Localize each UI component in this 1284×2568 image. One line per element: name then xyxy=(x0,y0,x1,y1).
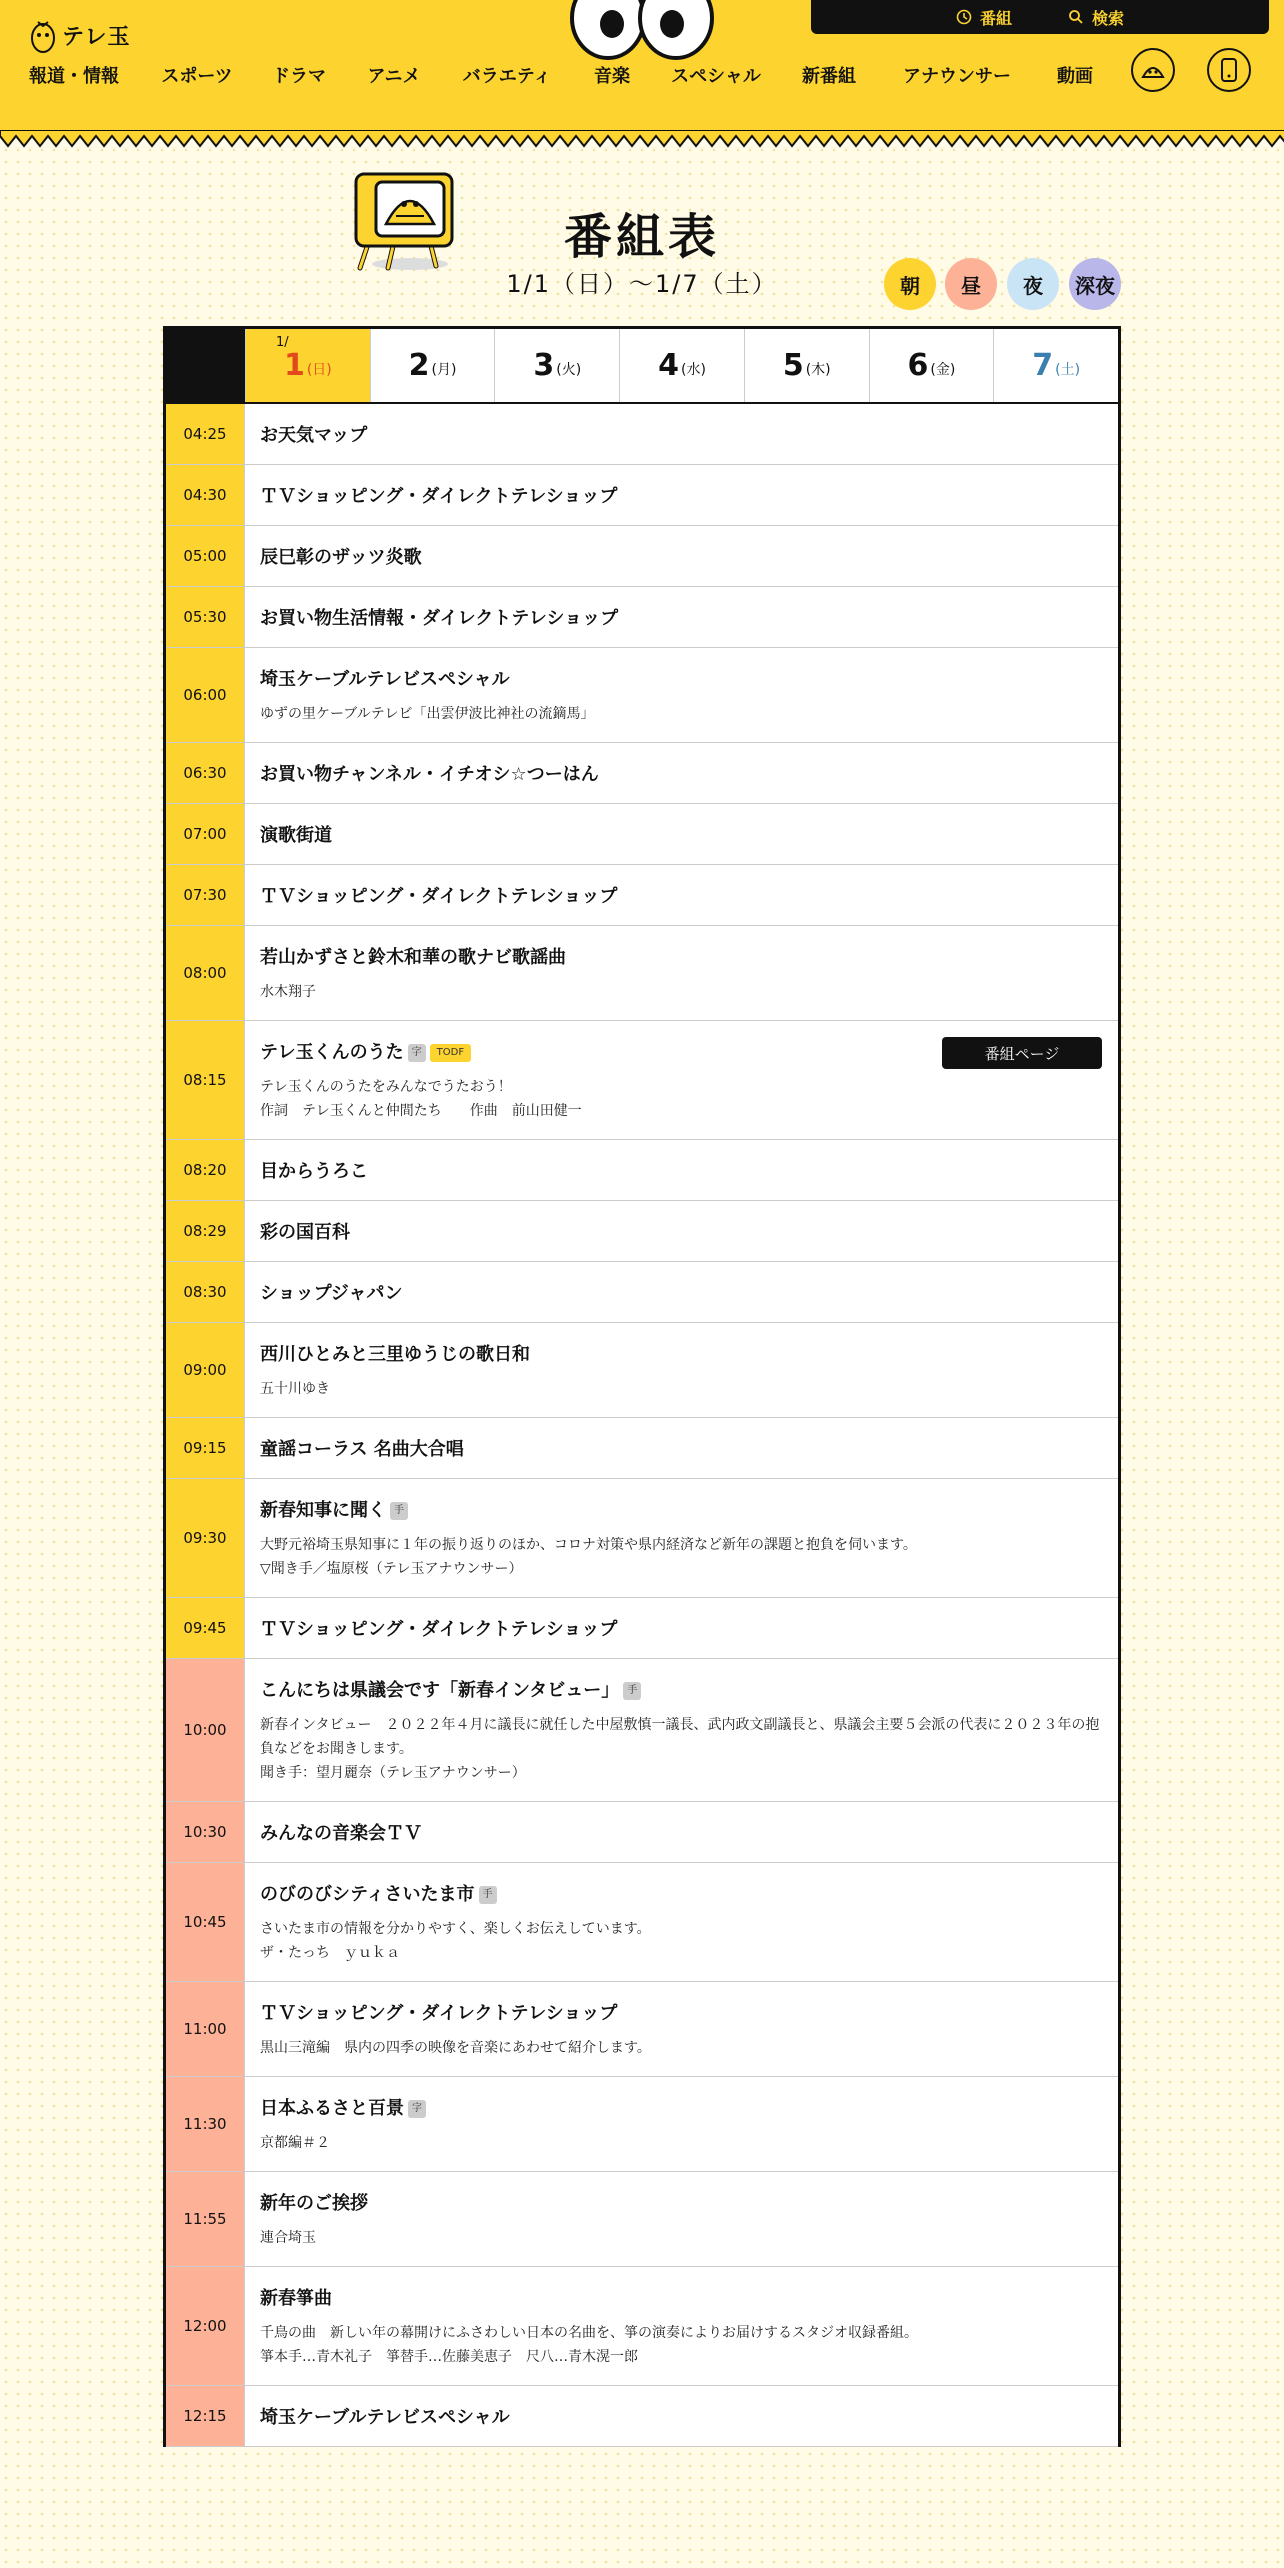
day-weekday: (水) xyxy=(680,361,706,378)
program-title[interactable]: のびのびシティさいたま市 xyxy=(260,1884,475,1905)
nav-variety[interactable]: バラエティ xyxy=(462,66,552,87)
program-row[interactable] xyxy=(166,1140,1118,1201)
program-title[interactable]: 演歌街道 xyxy=(260,825,332,846)
utility-bar xyxy=(811,0,1269,34)
month-label: 1/ xyxy=(276,335,289,350)
program-row[interactable] xyxy=(166,1323,1118,1418)
program-page-button[interactable]: 番組ページ xyxy=(942,1037,1102,1069)
program-time: 08:20 xyxy=(166,1140,245,1200)
program-time: 08:29 xyxy=(166,1201,245,1261)
program-description xyxy=(260,1377,1102,1401)
program-row[interactable] xyxy=(166,465,1118,526)
day-tab-5[interactable] xyxy=(744,329,869,402)
program-title[interactable]: ＴＶショッピング・ダイレクトテレショップ xyxy=(260,1619,618,1640)
program-title-line xyxy=(260,1282,1102,1306)
description-line: ゆずの里ケーブルテレビ「出雲伊波比神社の流鏑馬」 xyxy=(260,706,595,722)
program-title[interactable]: 西川ひとみと三里ゆうじの歌日和 xyxy=(260,1344,530,1365)
program-row[interactable] xyxy=(166,743,1118,804)
program-cell xyxy=(245,1021,1118,1139)
program-description xyxy=(260,2036,1102,2060)
program-title[interactable]: 新年のご挨拶 xyxy=(260,2193,368,2214)
day-number: 1 xyxy=(283,348,305,383)
program-title-line xyxy=(260,485,1102,509)
program-time: 08:15 xyxy=(166,1021,245,1139)
program-cell xyxy=(245,926,1118,1020)
program-title-line xyxy=(260,946,1102,970)
program-title-line xyxy=(260,1343,1102,1367)
day-tab-4[interactable] xyxy=(619,329,744,402)
program-row[interactable] xyxy=(166,804,1118,865)
program-time: 11:55 xyxy=(166,2172,245,2266)
caption-badge: 手 xyxy=(390,1502,408,1520)
program-row[interactable] xyxy=(166,1479,1118,1598)
program-time: 05:00 xyxy=(166,526,245,586)
program-title-line xyxy=(260,2097,1102,2121)
program-title-line xyxy=(260,546,1102,570)
program-title[interactable]: みんなの音楽会ＴＶ xyxy=(260,1823,422,1844)
program-time: 05:30 xyxy=(166,587,245,647)
day-number: 6 xyxy=(907,348,929,383)
program-cell xyxy=(245,1201,1118,1261)
day-number: 5 xyxy=(782,348,804,383)
description-line: ザ・たっち ｙｕｋａ xyxy=(260,1945,400,1961)
program-title[interactable]: お天気マップ xyxy=(260,425,368,446)
description-line: 五十川ゆき xyxy=(260,1381,330,1397)
day-weekday: (火) xyxy=(556,361,582,378)
program-time: 09:15 xyxy=(166,1418,245,1478)
program-row[interactable] xyxy=(166,587,1118,648)
program-title[interactable]: ＴＶショッピング・ダイレクトテレショップ xyxy=(260,486,618,507)
program-description xyxy=(260,1713,1102,1785)
program-description xyxy=(260,2226,1102,2250)
program-cell xyxy=(245,1863,1118,1981)
program-title[interactable]: 新春箏曲 xyxy=(260,2288,332,2309)
day-tab-6[interactable] xyxy=(869,329,994,402)
program-cell xyxy=(245,404,1118,464)
nav-news[interactable]: 報道・情報 xyxy=(29,66,119,87)
program-title[interactable]: 目からうろこ xyxy=(260,1161,368,1182)
program-time: 10:30 xyxy=(166,1802,245,1862)
program-time: 12:00 xyxy=(166,2267,245,2385)
page-title: 番組表 xyxy=(563,209,720,265)
todf-badge: TODF xyxy=(430,1044,471,1062)
program-title[interactable]: 彩の国百科 xyxy=(260,1222,350,1243)
teletama-mascot-icon xyxy=(30,16,56,54)
day-tab-2[interactable] xyxy=(370,329,495,402)
teletama-point-link[interactable] xyxy=(1207,48,1251,92)
program-title-line xyxy=(260,1883,1102,1907)
program-title[interactable]: ショップジャパン xyxy=(260,1283,403,1304)
program-row[interactable] xyxy=(166,1021,1118,1140)
date-range: 1/1（日）〜1/7（土） xyxy=(506,270,778,298)
program-cell xyxy=(245,1479,1118,1597)
day-tabs xyxy=(166,329,1118,404)
program-title[interactable]: ＴＶショッピング・ダイレクトテレショップ xyxy=(260,2003,618,2024)
program-title-line xyxy=(260,607,1102,631)
program-row[interactable] xyxy=(166,926,1118,1021)
description-line: 新春インタビュー ２０２２年４月に議長に就任した中屋敷慎一議長、武内政文副議長と、県議会主要５会派の代表に２０２３年の抱負などをお聞きします。 xyxy=(260,1717,1100,1757)
program-title-line xyxy=(260,1618,1102,1642)
time-late-night-button[interactable]: 深夜 xyxy=(1069,258,1121,310)
program-cell xyxy=(245,1323,1118,1417)
program-title[interactable]: 辰巳彰のザッツ炎歌 xyxy=(260,547,422,568)
program-time: 11:30 xyxy=(166,2077,245,2171)
program-title[interactable]: 童謡コーラス 名曲大合唱 xyxy=(260,1439,464,1460)
program-description xyxy=(260,1533,1102,1581)
day-number: 3 xyxy=(533,348,555,383)
caption-badge: 手 xyxy=(623,1682,641,1700)
search-link[interactable] xyxy=(1068,6,1124,29)
program-title-line xyxy=(260,1438,1102,1462)
description-line: 黒山三滝編 県内の四季の映像を音楽にあわせて紹介します。 xyxy=(260,2040,651,2056)
program-title[interactable]: 新春知事に聞く xyxy=(260,1500,386,1521)
phone-icon xyxy=(1220,57,1238,83)
description-line: 連合埼玉 xyxy=(260,2230,316,2246)
program-time: 04:30 xyxy=(166,465,245,525)
program-cell xyxy=(245,1982,1118,2076)
program-title-line xyxy=(260,2406,1102,2430)
clock-icon xyxy=(956,9,972,25)
day-weekday: (木) xyxy=(805,361,831,378)
program-guide-link[interactable] xyxy=(956,6,1012,29)
program-title-line xyxy=(260,2287,1102,2311)
day-weekday: (月) xyxy=(431,361,457,378)
program-description xyxy=(260,980,1102,1004)
program-row[interactable] xyxy=(166,1659,1118,1802)
program-time: 09:00 xyxy=(166,1323,245,1417)
program-title[interactable]: 若山かずさと鈴木和華の歌ナビ歌謡曲 xyxy=(260,947,566,968)
program-time: 04:25 xyxy=(166,404,245,464)
site-logo[interactable] xyxy=(30,16,131,54)
program-description xyxy=(260,2321,1102,2369)
program-cell xyxy=(245,1262,1118,1322)
day-tab-1[interactable] xyxy=(245,329,370,402)
program-title-line xyxy=(260,885,1102,909)
nav-special[interactable]: スペシャル xyxy=(671,66,761,87)
program-time: 06:30 xyxy=(166,743,245,803)
logo-text: テレ玉 xyxy=(62,24,131,50)
program-title-line xyxy=(260,1160,1102,1184)
nav-sports[interactable]: スポーツ xyxy=(161,66,233,87)
program-title[interactable]: ＴＶショッピング・ダイレクトテレショップ xyxy=(260,886,618,907)
description-line: ▽聞き手／塩原桜（テレ玉アナウンサー） xyxy=(260,1561,523,1577)
program-row[interactable] xyxy=(166,1802,1118,1863)
program-title-line xyxy=(260,1679,1102,1703)
program-row[interactable] xyxy=(166,404,1118,465)
program-title[interactable]: 埼玉ケーブルテレビスペシャル xyxy=(260,669,510,690)
caption-badge: 字 xyxy=(408,1044,426,1062)
program-title[interactable]: テレ玉くんのうた xyxy=(260,1042,404,1063)
program-row[interactable] xyxy=(166,648,1118,743)
program-cell xyxy=(245,804,1118,864)
program-time: 09:30 xyxy=(166,1479,245,1597)
day-weekday: (日) xyxy=(306,361,332,378)
nav-anime[interactable]: アニメ xyxy=(367,66,421,87)
mascot-eyes-icon xyxy=(568,0,716,62)
program-row[interactable] xyxy=(166,2386,1118,2447)
program-guide-label: 番組 xyxy=(979,8,1012,28)
program-description xyxy=(260,1075,1102,1123)
description-line: 水木翔子 xyxy=(260,984,316,1000)
nav-drama[interactable]: ドラマ xyxy=(272,66,326,87)
program-description xyxy=(260,702,1102,726)
description-line: 大野元裕埼玉県知事に１年の振り返りのほか、コロナ対策や県内経済など新年の課題と抱負を伺います。 xyxy=(260,1537,917,1553)
day-tabs-corner xyxy=(166,329,245,402)
program-cell xyxy=(245,1140,1118,1200)
program-description xyxy=(260,1917,1102,1965)
program-title[interactable]: こんにちは県議会です「新春インタビュー」 xyxy=(260,1680,620,1701)
search-label: 検索 xyxy=(1092,8,1125,28)
program-time: 11:00 xyxy=(166,1982,245,2076)
search-icon xyxy=(1068,9,1084,25)
time-morning-button[interactable]: 朝 xyxy=(884,258,936,310)
program-row[interactable] xyxy=(166,526,1118,587)
description-line: 箏本手…青木礼子 箏替手…佐藤美恵子 尺八…青木滉一郎 xyxy=(260,2349,638,2365)
program-title-line xyxy=(260,424,1102,448)
program-row[interactable] xyxy=(166,1598,1118,1659)
description-line: 聞き手：望月麗奈（テレ玉アナウンサー） xyxy=(260,1765,526,1781)
program-title-line xyxy=(260,1822,1102,1846)
nav-videos[interactable]: 動画 xyxy=(1057,66,1093,87)
site-header xyxy=(0,0,1284,132)
program-title-line xyxy=(260,668,1102,692)
program-row[interactable] xyxy=(166,2172,1118,2267)
day-number: 7 xyxy=(1032,348,1054,383)
program-cell xyxy=(245,526,1118,586)
day-weekday: (金) xyxy=(930,361,956,378)
description-line: 千鳥の曲 新しい年の幕開けにふさわしい日本の名曲を、箏の演奏によりお届けするスタジオ収録番組。 xyxy=(260,2325,918,2341)
program-time: 08:30 xyxy=(166,1262,245,1322)
description-line: 京都編＃２ xyxy=(260,2135,330,2151)
program-time: 06:00 xyxy=(166,648,245,742)
program-row[interactable] xyxy=(166,1262,1118,1323)
program-row[interactable] xyxy=(166,1863,1118,1982)
program-row[interactable] xyxy=(166,2267,1118,2386)
program-cell xyxy=(245,648,1118,742)
program-time: 12:15 xyxy=(166,2386,245,2446)
nav-new-programs[interactable]: 新番組 xyxy=(802,66,856,87)
program-title[interactable]: 埼玉ケーブルテレビスペシャル xyxy=(260,2407,510,2428)
schedule-table xyxy=(163,326,1121,2447)
mascot-face-icon xyxy=(1140,59,1166,81)
nav-announcers[interactable]: アナウンサー xyxy=(903,66,1011,87)
header-zigzag-edge xyxy=(0,130,1284,148)
program-title-line xyxy=(260,763,1102,787)
program-row[interactable] xyxy=(166,1982,1118,2077)
program-cell xyxy=(245,2172,1118,2266)
program-cell xyxy=(245,1598,1118,1658)
nav-music[interactable]: 音楽 xyxy=(594,66,630,87)
program-title-line xyxy=(260,2002,1102,2026)
program-time: 09:45 xyxy=(166,1598,245,1658)
program-title-line xyxy=(260,2192,1102,2216)
description-line: さいたま市の情報を分かりやすく、楽しくお伝えしています。 xyxy=(260,1921,651,1937)
program-time: 10:45 xyxy=(166,1863,245,1981)
program-title-line xyxy=(260,1221,1102,1245)
program-description xyxy=(260,2131,1102,2155)
time-night-button[interactable]: 夜 xyxy=(1007,258,1059,310)
day-tab-7[interactable] xyxy=(993,329,1118,402)
main-nav xyxy=(0,62,1284,92)
day-weekday: (土) xyxy=(1055,361,1081,378)
day-tab-3[interactable] xyxy=(494,329,619,402)
program-title[interactable]: お買い物チャンネル・イチオシ☆つーはん xyxy=(260,764,599,785)
program-time: 08:00 xyxy=(166,926,245,1020)
program-cell xyxy=(245,587,1118,647)
program-title[interactable]: 日本ふるさと百景 xyxy=(260,2098,404,2119)
program-row[interactable] xyxy=(166,865,1118,926)
program-row[interactable] xyxy=(166,1418,1118,1479)
program-cell xyxy=(245,465,1118,525)
caption-badge: 手 xyxy=(479,1886,497,1904)
time-noon-button[interactable]: 昼 xyxy=(945,258,997,310)
program-time: 10:00 xyxy=(166,1659,245,1801)
description-line: テレ玉くんのうたをみんなでうたおう！ xyxy=(260,1079,512,1095)
description-line: 作詞 テレ玉くんと仲間たち 作曲 前山田健一 xyxy=(260,1103,582,1119)
program-cell xyxy=(245,2386,1118,2446)
program-title[interactable]: お買い物生活情報・ダイレクトテレショップ xyxy=(260,608,619,629)
program-cell xyxy=(245,2077,1118,2171)
program-cell xyxy=(245,1659,1118,1801)
teletama-kun-link[interactable] xyxy=(1131,48,1175,92)
program-row[interactable] xyxy=(166,2077,1118,2172)
program-title-line xyxy=(260,824,1102,848)
program-list xyxy=(166,404,1118,2447)
program-time: 07:00 xyxy=(166,804,245,864)
program-cell xyxy=(245,1802,1118,1862)
program-cell xyxy=(245,1418,1118,1478)
program-title-line xyxy=(260,1499,1102,1523)
caption-badge: 字 xyxy=(408,2100,426,2118)
day-number: 4 xyxy=(658,348,679,383)
program-cell xyxy=(245,865,1118,925)
day-number: 2 xyxy=(408,348,430,383)
program-cell xyxy=(245,2267,1118,2385)
program-time: 07:30 xyxy=(166,865,245,925)
program-cell xyxy=(245,743,1118,803)
program-row[interactable] xyxy=(166,1201,1118,1262)
